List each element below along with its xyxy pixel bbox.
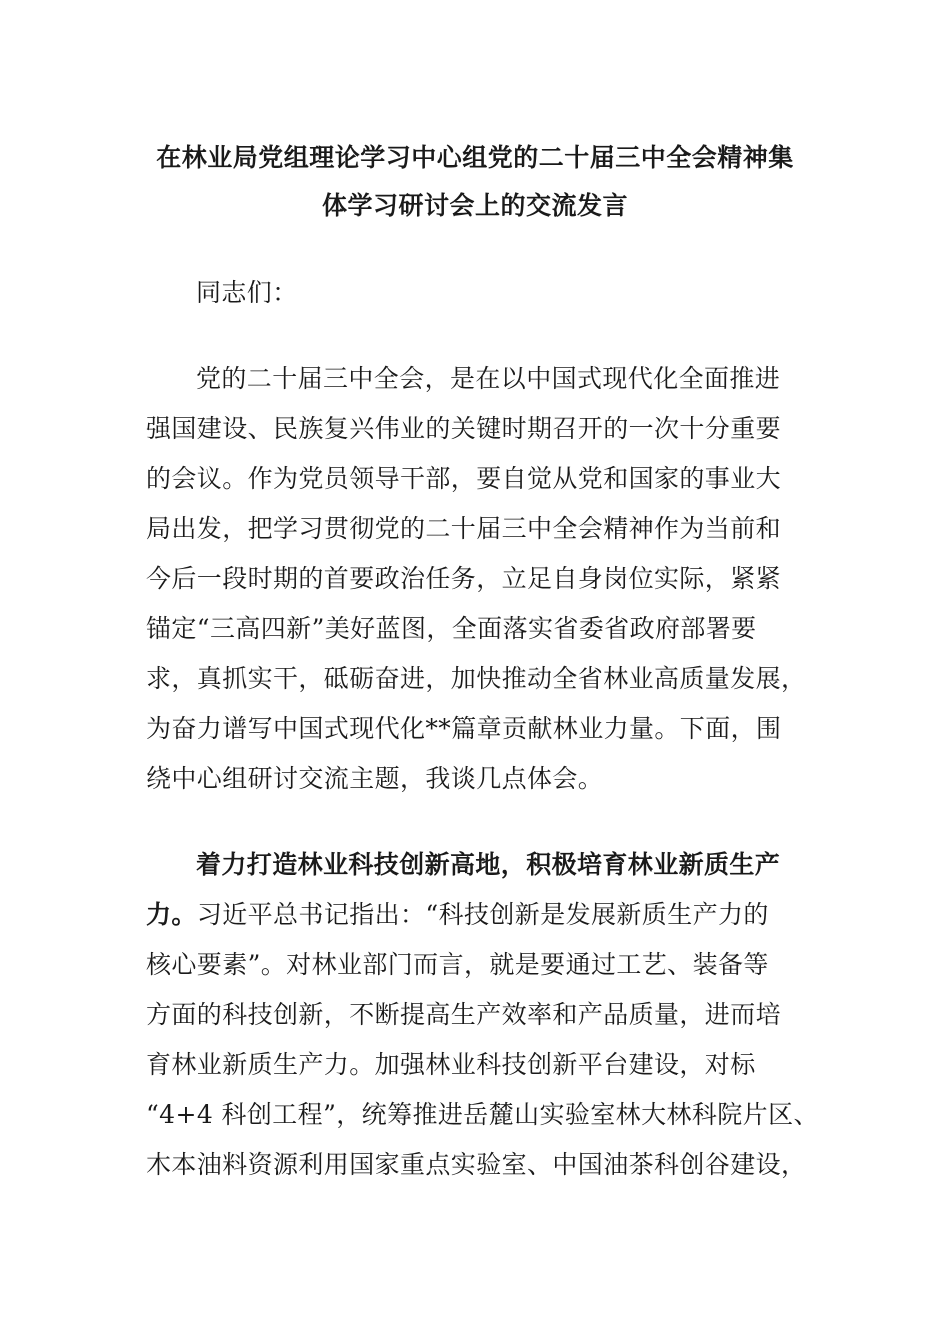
- salutation: 同志们：: [196, 278, 298, 307]
- section-heading-end: 力。: [146, 900, 197, 929]
- paragraph-1-line: 为奋力谱写中国式现代化**篇章贡献林业力量。下面，围: [146, 714, 782, 743]
- paragraph-2-line: 木本油料资源利用国家重点实验室、中国油茶科创谷建设，: [146, 1150, 807, 1179]
- paragraph-1-line: 绕中心组研讨交流主题，我谈几点体会。: [146, 764, 604, 793]
- paragraph-1-line: 今后一段时期的首要政治任务，立足自身岗位实际，紧紧: [146, 564, 782, 593]
- paragraph-2-line: “4+4 科创工程”，统筹推进岳麓山实验室林大林科院片区、: [146, 1100, 819, 1129]
- quote-text: 习近平总书记指出：“科技创新是发展新质生产力的: [196, 900, 769, 929]
- paragraph-2-line: [146, 895, 769, 931]
- paragraph-1-line: 强国建设、民族复兴伟业的关键时期召开的一次十分重要: [146, 414, 782, 443]
- document-title-line-2: 体学习研讨会上的交流发言: [321, 191, 628, 220]
- paragraph-1-line: 求，真抓实干，砥砺奋进，加快推动全省林业高质量发展，: [146, 664, 807, 693]
- paragraph-1-line: 局出发，把学习贯彻党的二十届三中全会精神作为当前和: [146, 514, 782, 543]
- section-heading: 着力打造林业科技创新高地，积极培育林业新质生产: [196, 850, 781, 879]
- paragraph-1-line: 的会议。作为党员领导干部，要自觉从党和国家的事业大: [146, 464, 782, 493]
- document-title-line-1: 在林业局党组理论学习中心组党的二十届三中全会精神集: [156, 143, 794, 172]
- paragraph-1-line: 党的二十届三中全会，是在以中国式现代化全面推进: [196, 364, 781, 393]
- paragraph-2-line: 核心要素”。对林业部门而言，就是要通过工艺、装备等: [146, 950, 769, 979]
- paragraph-1-line: 锚定“三高四新”美好蓝图，全面落实省委省政府部署要: [146, 614, 757, 643]
- paragraph-2-line: 方面的科技创新，不断提高生产效率和产品质量，进而培: [146, 1000, 782, 1029]
- paragraph-2-line: 育林业新质生产力。加强林业科技创新平台建设，对标: [146, 1050, 756, 1079]
